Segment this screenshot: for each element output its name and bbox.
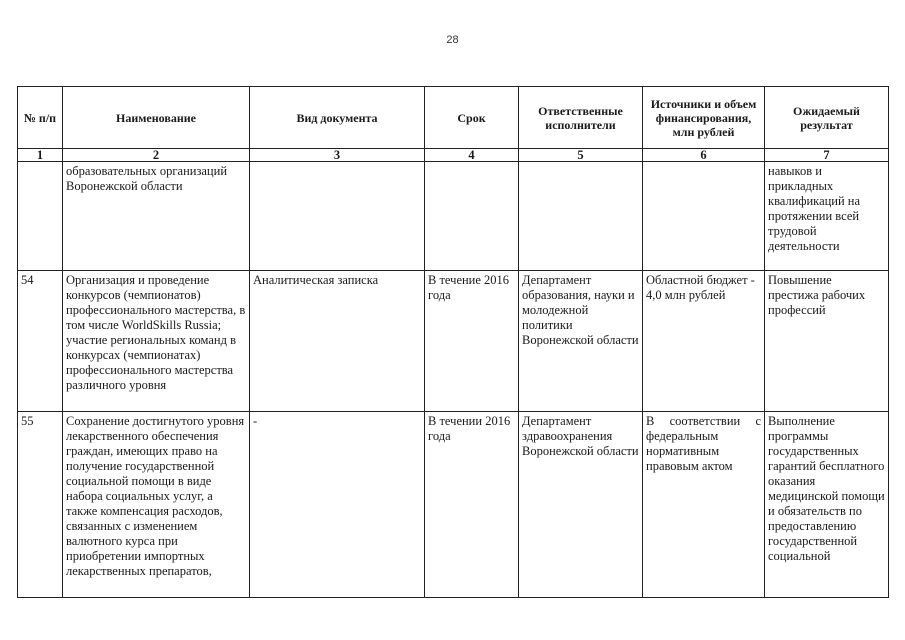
- row-result: навыков и прикладных квалификаций на протяжении всей трудовой деятельности: [765, 162, 889, 271]
- column-number: 4: [425, 149, 519, 162]
- header-executors: Ответственные исполнители: [519, 87, 643, 149]
- row-doc-type: Аналитическая записка: [250, 271, 425, 412]
- column-number: 5: [519, 149, 643, 162]
- column-number: 6: [643, 149, 765, 162]
- table-row: [18, 271, 889, 412]
- header-result: Ожидаемый результат: [765, 87, 889, 149]
- row-name: образовательных организаций Воронежской области: [63, 162, 250, 271]
- row-executors: Департамент здравоохранения Воронежской области: [519, 412, 643, 598]
- row-result: Повышение престижа рабочих профессий: [765, 271, 889, 412]
- header-number: № п/п: [18, 87, 63, 149]
- row-result: Выполнение программы государственных гарантий бесплатного оказания медицинской помощи и обязательств по предоставлению государственной социальной: [765, 412, 889, 598]
- column-number-row: [18, 149, 889, 162]
- row-executors: [519, 162, 643, 271]
- page-number: 28: [446, 34, 459, 46]
- column-number: 1: [18, 149, 63, 162]
- table-row: [18, 162, 889, 271]
- row-name: Сохранение достигнутого уровня лекарственного обеспечения граждан, имеющих право на получение государственной социальной помощи в виде набора социальных услуг, а также компенсация расходов, связанных с изменением валютного курса при приобретении импортных лекарственных препаратов,: [63, 412, 250, 598]
- row-number: 54: [18, 271, 63, 412]
- row-term: [425, 162, 519, 271]
- column-number: 2: [63, 149, 250, 162]
- row-doc-type: -: [250, 412, 425, 598]
- row-doc-type: [250, 162, 425, 271]
- header-funding: Источники и объем финансирования, млн рублей: [643, 87, 765, 149]
- plan-table: [17, 86, 889, 598]
- header-row: [18, 87, 889, 149]
- row-executors: Департамент образования, науки и молодежной политики Воронежской области: [519, 271, 643, 412]
- header-name: Наименование: [63, 87, 250, 149]
- row-term: В течение 2016 года: [425, 271, 519, 412]
- row-funding: В соответствии с федеральным нормативным правовым актом: [643, 412, 765, 598]
- row-number: 55: [18, 412, 63, 598]
- row-funding: Областной бюджет - 4,0 млн рублей: [643, 271, 765, 412]
- column-number: 3: [250, 149, 425, 162]
- header-term: Срок: [425, 87, 519, 149]
- row-number: [18, 162, 63, 271]
- row-funding: [643, 162, 765, 271]
- header-doc-type: Вид документа: [250, 87, 425, 149]
- row-term: В течении 2016 года: [425, 412, 519, 598]
- row-name: Организация и проведение конкурсов (чемпионатов) профессионального мастерства, в том числе WorldSkills Russia; участие региональных команд в конкурсах (чемпионатах) профессионального мастерства различного уровня: [63, 271, 250, 412]
- column-number: 7: [765, 149, 889, 162]
- table-row: [18, 412, 889, 598]
